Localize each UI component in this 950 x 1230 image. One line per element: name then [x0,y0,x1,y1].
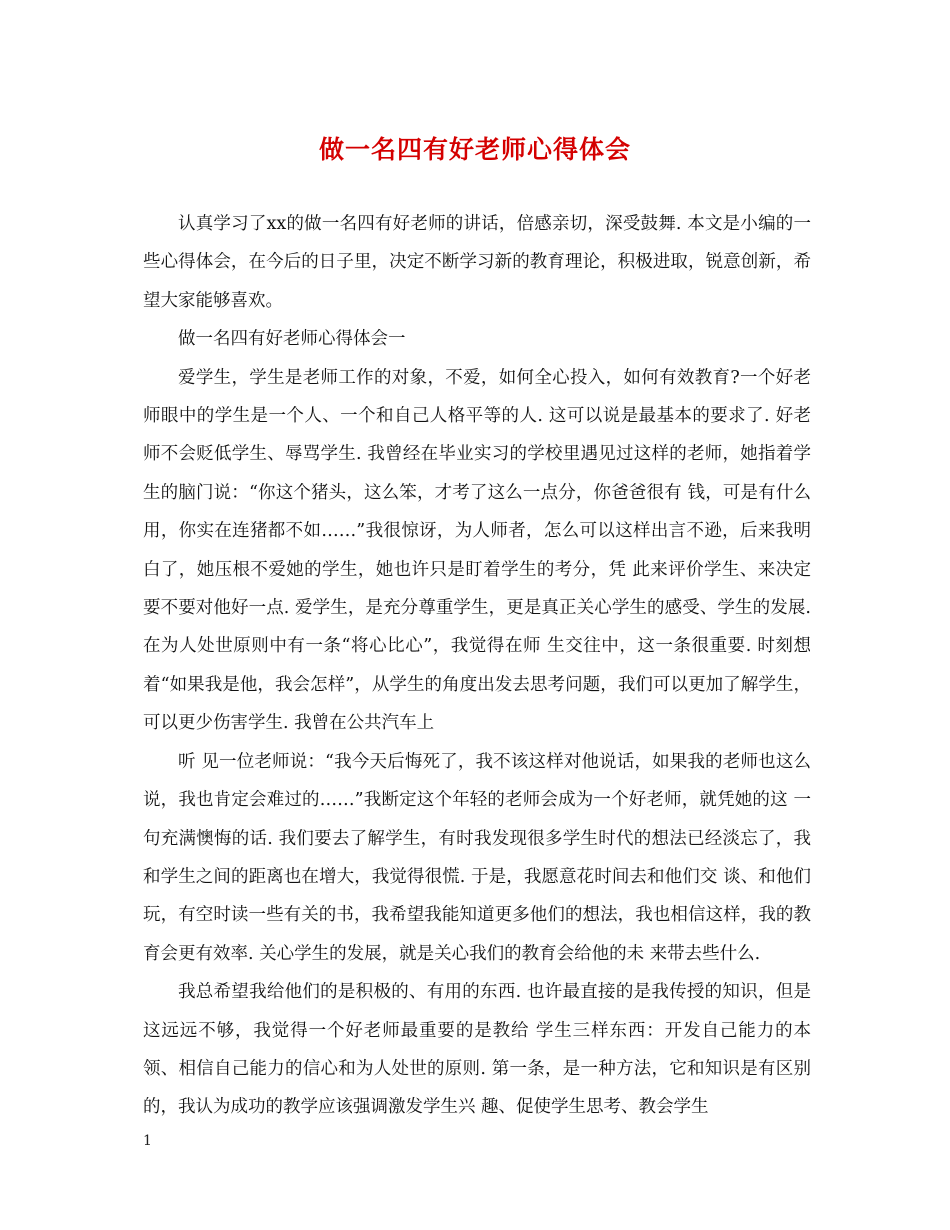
paragraph: 我总希望我给他们的是积极的、有用的东西. 也许最直接的是我传授的知识，但是这远远不够，我觉得一个好老师最重要的是教给 学生三样东西：开发自己能力的本领、相信自己能力的信心和为人处世的原则. 第一条，是一种方法，它和知识是有区别的，我认为成功的教学应该强调激发学生兴 趣、促使学生思考、教会学生 [143,982,811,1118]
section-heading: 做一名四有好老师心得体会一 [178,329,406,350]
paragraph: 爱学生，学生是老师工作的对象，不爱，如何全心投入，如何有效教育?一个好老师眼中的学生是一个人、一个和自己人格平等的人. 这可以说是最基本的要求了. 好老师不会贬低学生、辱骂学生. 我曾经在毕业实习的学校里遇见过这样的老师，她指着学生的脑门说：“你这个猪头，这么笨，才考了这么一点分，你爸爸很有 钱，可是有什么用，你实在连猪都不如……”我很惊讶，为人师者，怎么可以这样出言不逊，后来我明白了，她压根不爱她的学生，她也许只是盯着学生的考分，凭 此来评价学生、来决定要不要对他好一点. 爱学生，是充分尊重学生，更是真正关心学生的感受、学生的发展. 在为人处世原则中有一条“将心比心”，我觉得在师 生交往中，这一条很重要. 时刻想着“如果我是他，我会怎样”，从学生的角度出发去思考问题，我们可以更加了解学生，可以更少伤害学生. 我曾在公共汽车上 [143,367,811,734]
document-body [143,205,811,1127]
paragraph: 听 见一位老师说：“我今天后悔死了，我不该这样对他说话，如果我的老师也这么说，我也肯定会难过的……”我断定这个年轻的老师会成为一个好老师，就凭她的这 一句充满懊悔的话. 我们要去了解学生，有时我发现很多学生时代的想法已经淡忘了，我和学生之间的距离也在增大，我觉得很慌. 于是，我愿意花时间去和他们交 谈、和他们玩，有空时读一些有关的书，我希望我能知道更多他们的想法，我也相信这样，我的教育会更有效率. 关心学生的发展，就是关心我们的教育会给他的未 来带去些什么. [143,751,811,964]
paragraph-intro: 认真学习了xx的做一名四有好老师的讲话，倍感亲切，深受鼓舞. 本文是小编的一些心得体会，在今后的日子里，决定不断学习新的教育理论，积极进取，锐意创新，希望大家能够喜欢。 [143,214,811,311]
page-number: 1 [143,1133,152,1149]
page-title: 做一名四有好老师心得体会 [318,135,631,164]
